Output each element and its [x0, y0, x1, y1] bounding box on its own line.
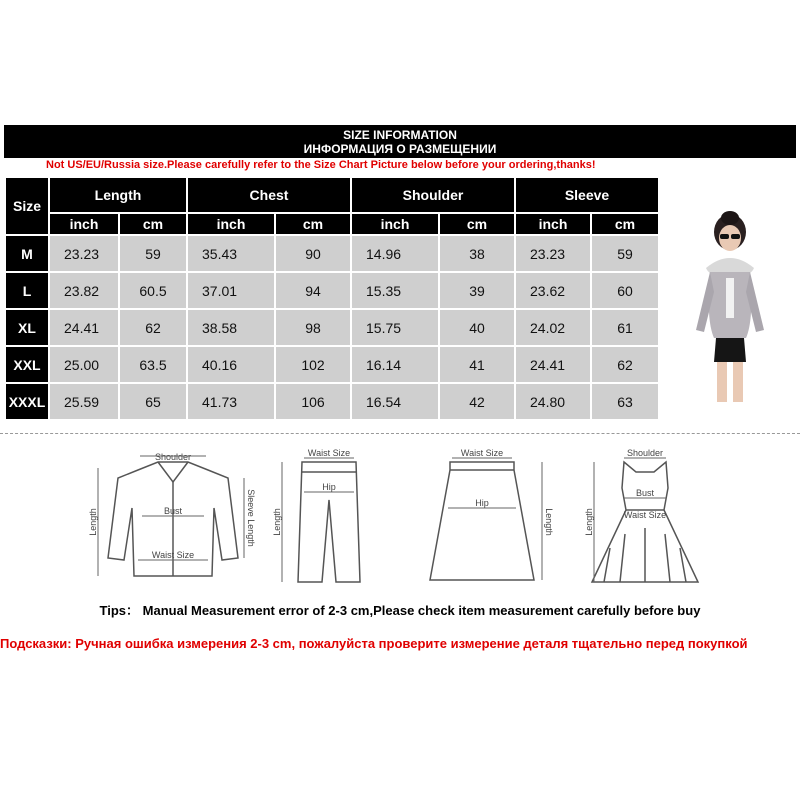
pants-hip-label: Hip [322, 482, 336, 492]
size-header: Size [6, 178, 48, 234]
row-size-label: M [6, 236, 48, 271]
table-cell: 24.80 [516, 384, 590, 419]
title-russian: ИНФОРМАЦИЯ О РАЗМЕЩЕНИИ [303, 142, 497, 156]
group-header-shoulder: Shoulder [352, 178, 514, 212]
pants-length-label: Length [272, 508, 282, 536]
table-cell: 38 [440, 236, 514, 271]
table-cell: 62 [120, 310, 186, 345]
table-cell: 38.58 [188, 310, 274, 345]
table-cell: 63.5 [120, 347, 186, 382]
table-cell: 24.41 [516, 347, 590, 382]
dress-length-label: Length [584, 508, 594, 536]
unit-header-inch: inch [50, 214, 118, 234]
table-cell: 60 [592, 273, 658, 308]
table-cell: 63 [592, 384, 658, 419]
tips-english: Tips： Manual Measurement error of 2-3 cm,Please check item measurement carefully before buy [99, 603, 701, 618]
dress-diagram [580, 448, 710, 588]
table-cell: 61 [592, 310, 658, 345]
row-size-label: XXL [6, 347, 48, 382]
dress-waist-label: Waist Size [623, 510, 667, 520]
table-cell: 24.41 [50, 310, 118, 345]
table-cell: 40.16 [188, 347, 274, 382]
table-cell: 23.82 [50, 273, 118, 308]
table-cell: 90 [276, 236, 350, 271]
jacket-bust-label: Bust [163, 506, 183, 516]
skirt-diagram [412, 448, 562, 588]
size-notice: Not US/EU/Russia size.Please carefully refer to the Size Chart Picture below before your ordering,thanks! [46, 159, 596, 171]
table-row [6, 273, 658, 308]
dress-shoulder-label: Shoulder [626, 448, 664, 458]
skirt-waist-label: Waist Size [460, 448, 504, 458]
size-chart-table [4, 176, 660, 421]
table-cell: 14.96 [352, 236, 438, 271]
group-header-chest: Chest [188, 178, 350, 212]
table-cell: 59 [592, 236, 658, 271]
table-cell: 23.23 [516, 236, 590, 271]
table-row [6, 347, 658, 382]
table-cell: 59 [120, 236, 186, 271]
table-row [6, 384, 658, 419]
size-info-header [4, 125, 796, 158]
skirt-hip-label: Hip [475, 498, 489, 508]
table-cell: 41 [440, 347, 514, 382]
table-cell: 60.5 [120, 273, 186, 308]
table-cell: 41.73 [188, 384, 274, 419]
table-cell: 37.01 [188, 273, 274, 308]
table-cell: 106 [276, 384, 350, 419]
table-cell: 102 [276, 347, 350, 382]
unit-header-cm: cm [120, 214, 186, 234]
pants-waist-label: Waist Size [307, 448, 351, 458]
jacket-diagram [88, 448, 258, 588]
jacket-sleeve-label: Sleeve Length [246, 489, 256, 547]
table-cell: 39 [440, 273, 514, 308]
row-size-label: XL [6, 310, 48, 345]
unit-header-inch: inch [188, 214, 274, 234]
pants-diagram [268, 448, 378, 588]
table-row [6, 236, 658, 271]
row-size-label: XXXL [6, 384, 48, 419]
table-cell: 65 [120, 384, 186, 419]
jacket-waist-label: Waist Size [151, 550, 195, 560]
table-cell: 23.23 [50, 236, 118, 271]
table-cell: 98 [276, 310, 350, 345]
unit-header-cm: cm [276, 214, 350, 234]
table-cell: 24.02 [516, 310, 590, 345]
table-cell: 42 [440, 384, 514, 419]
unit-header-cm: cm [592, 214, 658, 234]
table-cell: 25.59 [50, 384, 118, 419]
jacket-length-label: Length [88, 508, 98, 536]
dress-bust-label: Bust [635, 488, 655, 498]
jacket-shoulder-label: Shoulder [154, 452, 192, 462]
unit-header-cm: cm [440, 214, 514, 234]
table-cell: 16.14 [352, 347, 438, 382]
table-cell: 62 [592, 347, 658, 382]
table-cell: 23.62 [516, 273, 590, 308]
table-cell: 40 [440, 310, 514, 345]
table-cell: 94 [276, 273, 350, 308]
unit-header-inch: inch [352, 214, 438, 234]
table-cell: 25.00 [50, 347, 118, 382]
unit-header-inch: inch [516, 214, 590, 234]
title-english: SIZE INFORMATION [343, 128, 457, 142]
table-cell: 35.43 [188, 236, 274, 271]
table-cell: 15.75 [352, 310, 438, 345]
divider [0, 433, 800, 434]
group-header-sleeve: Sleeve [516, 178, 658, 212]
row-size-label: L [6, 273, 48, 308]
table-cell: 15.35 [352, 273, 438, 308]
table-cell: 16.54 [352, 384, 438, 419]
table-row [6, 310, 658, 345]
group-header-length: Length [50, 178, 186, 212]
model-photo [670, 180, 790, 410]
tips-russian: Подсказки: Ручная ошибка измерения 2-3 cm, пожалуйста проверите измерение деталя тщательно перед покупкой [0, 636, 748, 651]
skirt-length-label: Length [544, 508, 554, 536]
